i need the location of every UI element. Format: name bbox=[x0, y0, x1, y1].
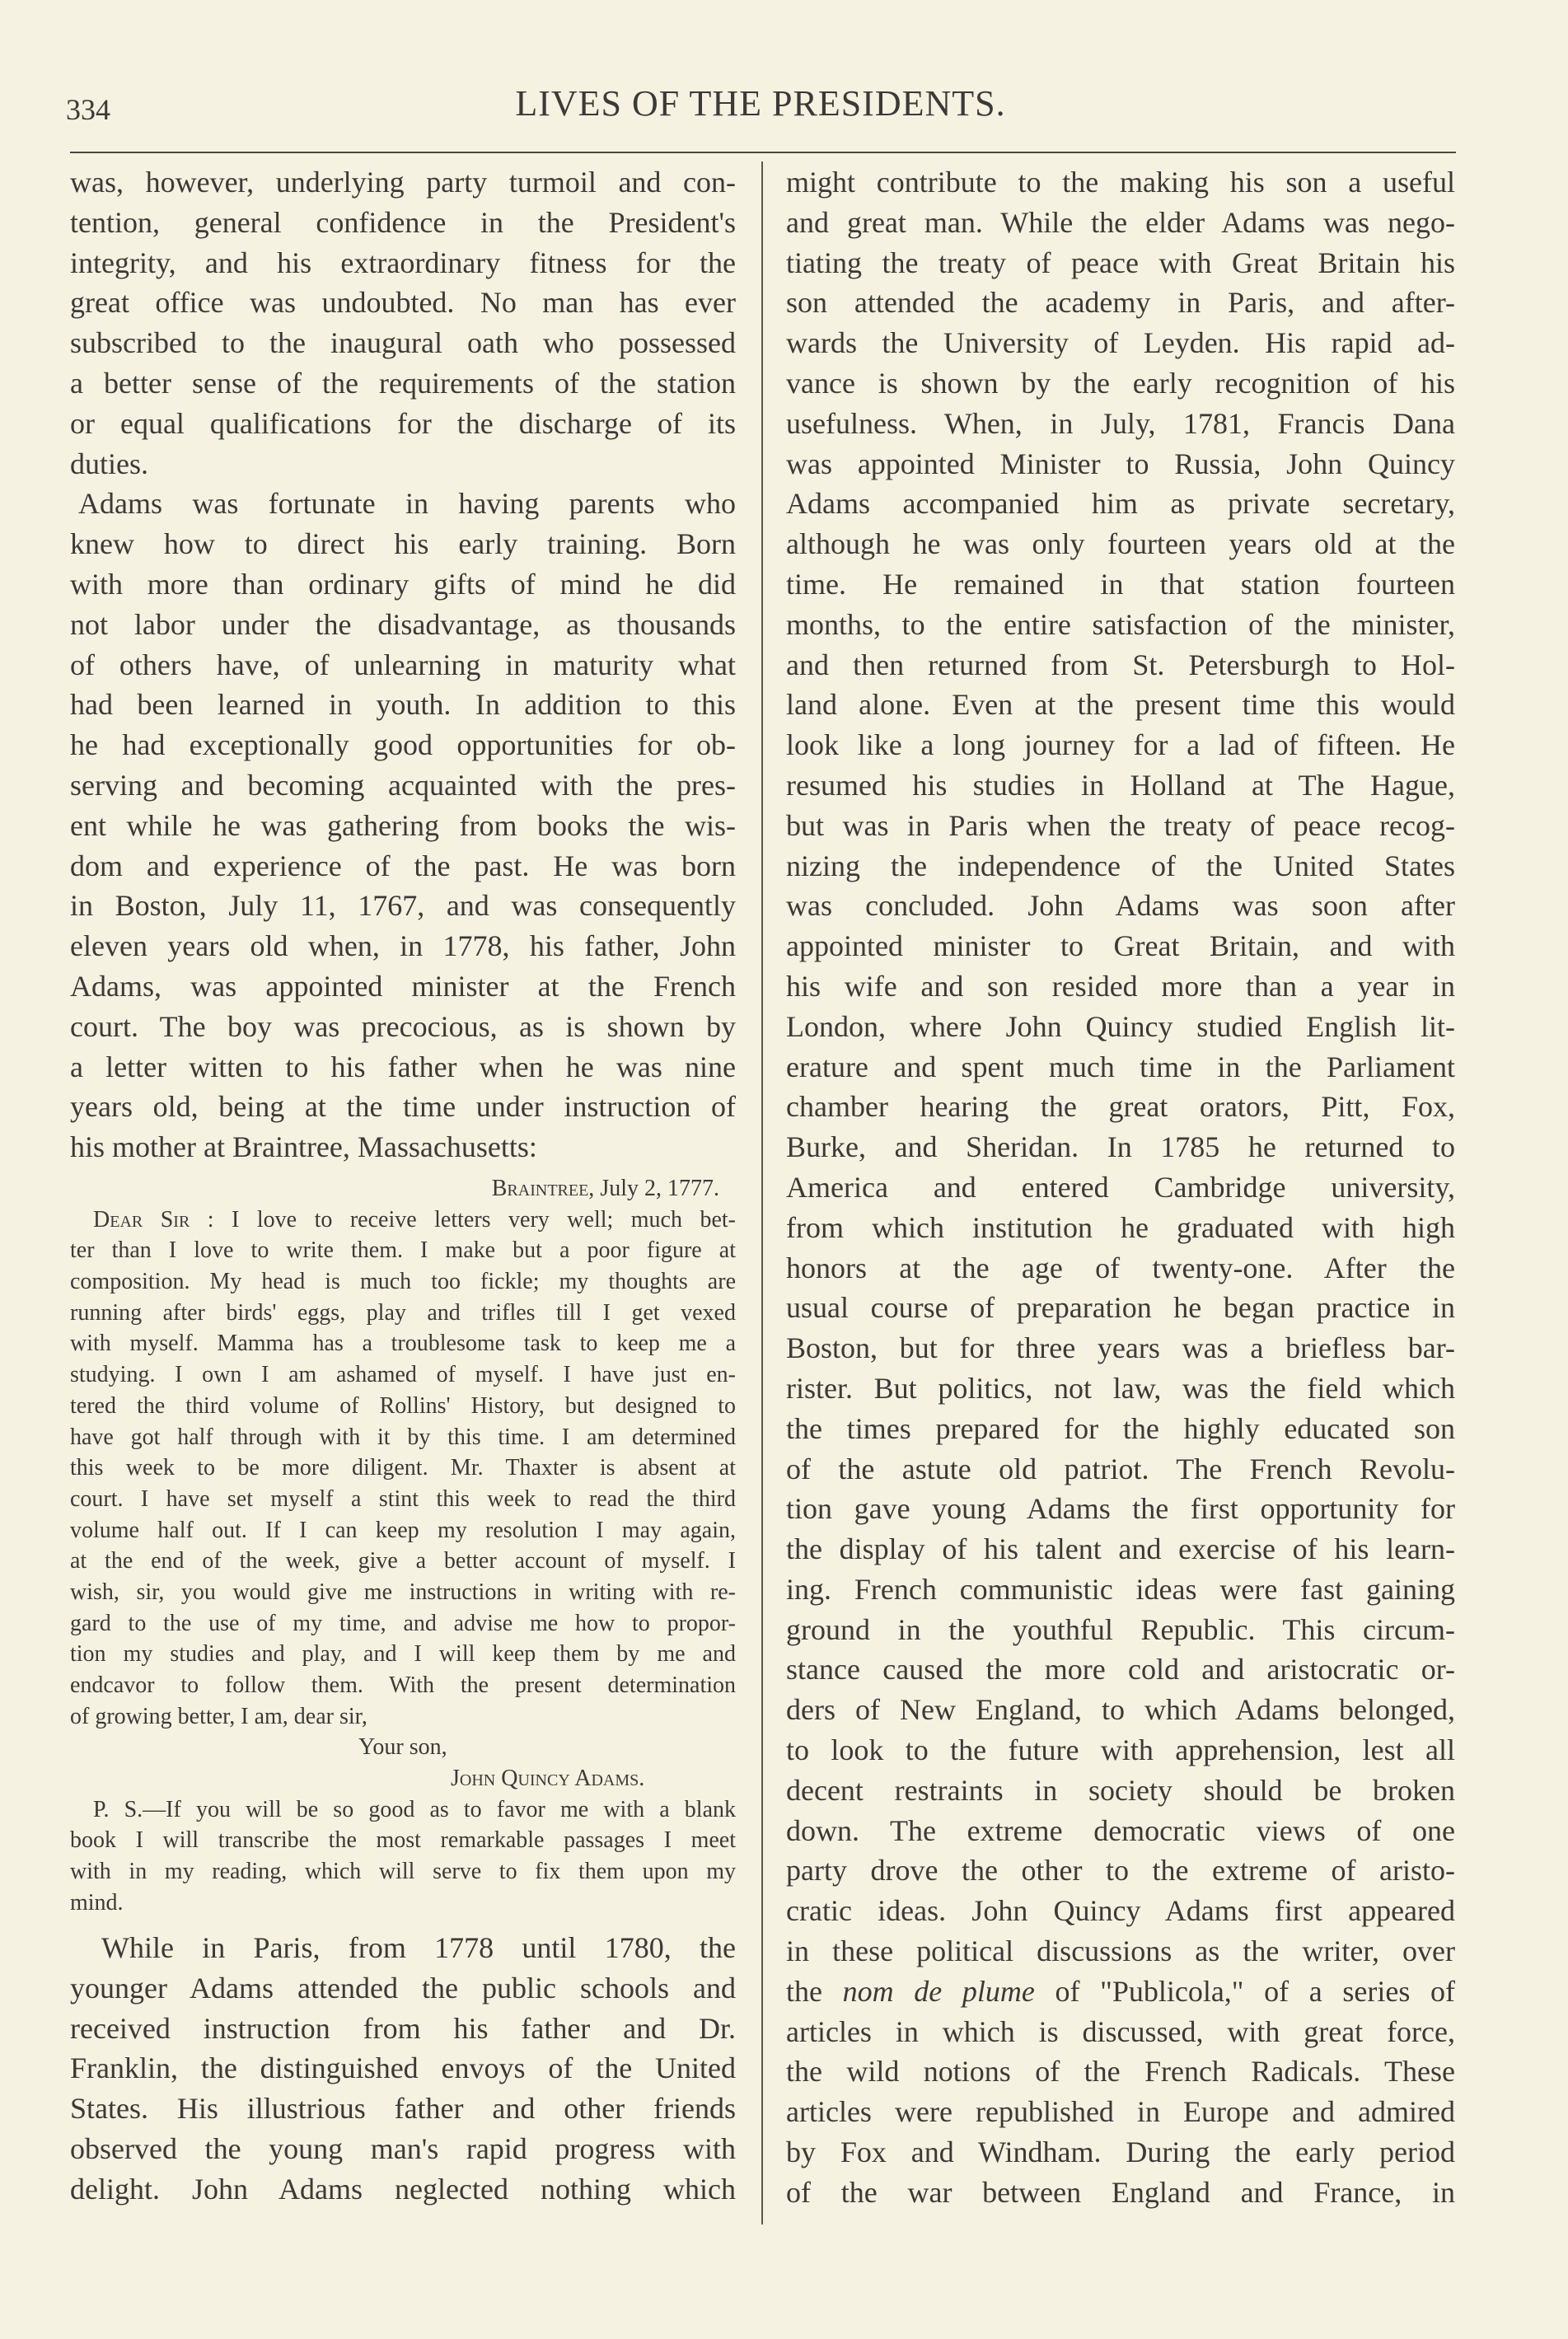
text-line: ing. French communistic ideas were fast gaining bbox=[786, 1572, 1455, 1606]
letter-line bbox=[70, 1205, 736, 1236]
text-line: to look to the future with apprehension, lest all bbox=[786, 1733, 1455, 1767]
text-line: and then returned from St. Petersburgh to Hol- bbox=[786, 648, 1455, 681]
text-line: court. The boy was precocious, as is shown by bbox=[70, 1009, 736, 1043]
text-line: America and entered Cambridge university, bbox=[786, 1170, 1455, 1204]
text-line: wards the University of Leyden. His rapid ad- bbox=[786, 326, 1455, 360]
text-line: of the war between England and France, in bbox=[786, 2175, 1455, 2209]
text-line: was, however, underlying party turmoil and con- bbox=[70, 166, 736, 199]
dateline-place: Braintree, bbox=[491, 1176, 595, 1201]
column-divider bbox=[761, 161, 763, 2224]
text-line: son attended the academy in Paris, and after- bbox=[786, 286, 1455, 320]
text-line: composition. My head is much too fickle; my thoughts are bbox=[70, 1269, 736, 1295]
text-line: and great man. While the elder Adams was nego- bbox=[786, 205, 1455, 239]
text-line: with in my reading, which will serve to fix them upon my bbox=[70, 1859, 736, 1885]
text-line: running after birds' eggs, play and trifles till I get vexed bbox=[70, 1299, 736, 1326]
text-line: gard to the use of my time, and advise me how to propor- bbox=[70, 1610, 736, 1636]
letter bbox=[70, 1173, 736, 1919]
text-line: of the astute old patriot. The French Revolu- bbox=[786, 1452, 1455, 1485]
text-line: land alone. Even at the present time this would bbox=[786, 688, 1455, 722]
text-line: tention, general confidence in the President's bbox=[70, 205, 736, 239]
text-line: the display of his talent and exercise of his learn- bbox=[786, 1532, 1455, 1566]
text-line: party drove the other to the extreme of aristo- bbox=[786, 1854, 1455, 1888]
text-line: articles were republished in Europe and admired bbox=[786, 2095, 1455, 2129]
text-line: decent restraints in society should be broken bbox=[786, 1773, 1455, 1807]
text-line: subscribed to the inaugural oath who possessed bbox=[70, 326, 736, 360]
text-line: time. He remained in that station fourteen bbox=[786, 567, 1455, 601]
text-line: this week to be more diligent. Mr. Thaxter is absent at bbox=[70, 1455, 736, 1481]
text-line: Adams accompanied him as private secretary, bbox=[786, 487, 1455, 521]
text-line: received instruction from his father and Dr. bbox=[70, 2011, 736, 2045]
text-line: at the end of the week, give a better account of myself. I bbox=[70, 1548, 736, 1574]
text-line: tiating the treaty of peace with Great Britain his bbox=[786, 246, 1455, 279]
text-line: stance caused the more cold and aristocratic or- bbox=[786, 1653, 1455, 1686]
text-line: chamber hearing the great orators, Pitt, Fox, bbox=[786, 1090, 1455, 1124]
text-line: book I will transcribe the most remarkable passages I meet bbox=[70, 1827, 736, 1854]
text-line: serving and becoming acquainted with the pres- bbox=[70, 768, 736, 802]
text-line: in these political discussions as the writer, over bbox=[786, 1934, 1455, 1968]
text-line: vance is shown by the early recognition of his bbox=[786, 366, 1455, 400]
text-line: down. The extreme democratic views of one bbox=[786, 1813, 1455, 1847]
text-line: younger Adams attended the public schools and bbox=[70, 1971, 736, 2005]
text-line: tered the third volume of Rollins' History, but designed to bbox=[70, 1392, 736, 1419]
text-line: nizing the independence of the United States bbox=[786, 849, 1455, 882]
text-segment: of "Publicola," of a series of bbox=[1034, 1974, 1455, 2008]
text-line: not labor under the disadvantage, as thousands bbox=[70, 607, 736, 641]
text-line: ders of New England, to which Adams belonged, bbox=[786, 1693, 1455, 1727]
text-line: or equal qualifications for the discharge of its bbox=[70, 406, 736, 440]
paragraph bbox=[70, 1928, 736, 2210]
text-line: observed the young man's rapid progress with bbox=[70, 2131, 736, 2165]
text-line: years old, being at the time under instruction of bbox=[70, 1090, 736, 1124]
text-line: have got half through with it by this time. I am determined bbox=[70, 1424, 736, 1450]
text-line: P. S.—If you will be so good as to favor me with a blank bbox=[93, 1796, 736, 1822]
text-line: appointed minister to Great Britain, and with bbox=[786, 929, 1455, 963]
text-line: had been learned in youth. In addition to this bbox=[70, 688, 736, 722]
text-line: duties. bbox=[70, 447, 148, 480]
text-line: London, where John Quincy studied English lit- bbox=[786, 1009, 1455, 1043]
text-line: honors at the age of twenty-one. After the bbox=[786, 1251, 1455, 1284]
header-rule bbox=[70, 152, 1456, 153]
text-line: a better sense of the requirements of the station bbox=[70, 366, 736, 400]
text-line bbox=[786, 1972, 1455, 2012]
text-line: tion gave young Adams the first opportunity for bbox=[786, 1492, 1455, 1526]
text-line: ent while he was gathering from books the wis- bbox=[70, 808, 736, 842]
page-number: 334 bbox=[66, 93, 110, 126]
text-line: was appointed Minister to Russia, John Quincy bbox=[786, 447, 1455, 480]
text-line: eleven years old when, in 1778, his father, John bbox=[70, 929, 736, 963]
text-line: great office was undoubted. No man has ever bbox=[70, 286, 736, 320]
text-line: Burke, and Sheridan. In 1785 he returned to bbox=[786, 1130, 1455, 1164]
letter-dateline bbox=[70, 1173, 736, 1205]
text-line: usefulness. When, in July, 1781, Francis Dana bbox=[786, 406, 1455, 440]
text-line: might contribute to the making his son a useful bbox=[786, 166, 1455, 199]
text-line: by Fox and Windham. During the early period bbox=[786, 2136, 1455, 2169]
text-line: Adams, was appointed minister at the French bbox=[70, 969, 736, 1003]
text-line: articles in which is discussed, with great force, bbox=[786, 2014, 1455, 2048]
text-line: erature and spent much time in the Parliament bbox=[786, 1050, 1455, 1083]
text-line: in Boston, July 11, 1767, and was consequently bbox=[70, 889, 736, 923]
text-line: Boston, but for three years was a briefless bar- bbox=[786, 1331, 1455, 1365]
text-segment: the bbox=[786, 1974, 843, 2008]
text-line: While in Paris, from 1778 until 1780, the bbox=[101, 1931, 736, 1964]
text-line: States. His illustrious father and other friends bbox=[70, 2092, 736, 2126]
text-line: he had exceptionally good opportunities for ob- bbox=[70, 728, 736, 762]
text-line: the times prepared for the highly educated son bbox=[786, 1411, 1455, 1445]
text-line: resumed his studies in Holland at The Hague, bbox=[786, 768, 1455, 802]
text-line: Adams was fortunate in having parents who bbox=[78, 487, 736, 521]
text-line: ground in the youthful Republic. This circum- bbox=[786, 1612, 1455, 1646]
text-line: the wild notions of the French Radicals. These bbox=[786, 2055, 1455, 2089]
text-line: his wife and son resided more than a year in bbox=[786, 969, 1455, 1003]
text-line: rister. But politics, not law, was the field which bbox=[786, 1371, 1455, 1405]
text-line: with myself. Mamma has a troublesome task to keep me a bbox=[70, 1331, 736, 1357]
letter-salutation: Dear Sir : bbox=[93, 1206, 214, 1233]
text-line: court. I have set myself a stint this week to read the third bbox=[70, 1485, 736, 1512]
paragraph bbox=[786, 162, 1455, 2213]
text-line: look like a long journey for a lad of fifteen. He bbox=[786, 728, 1455, 762]
text-line: knew how to direct his early training. Born bbox=[70, 527, 736, 561]
text-line: delight. John Adams neglected nothing which bbox=[70, 2172, 736, 2206]
text-line: volume half out. If I can keep my resolution I may again, bbox=[70, 1517, 736, 1543]
text-line: his mother at Braintree, Massachusetts: bbox=[70, 1130, 537, 1164]
dateline-date: July 2, 1777. bbox=[594, 1176, 719, 1201]
text-line: integrity, and his extraordinary fitness for the bbox=[70, 246, 736, 279]
text-line: wish, sir, you would give me instructions in writing with re- bbox=[70, 1579, 736, 1605]
text-line: ter than I love to write them. I make but a poor figure at bbox=[70, 1237, 736, 1264]
text-line: usual course of preparation he began practice in bbox=[786, 1291, 1455, 1325]
letter-closing: Your son, bbox=[358, 1734, 447, 1761]
text-line: a letter witten to his father when he was nine bbox=[70, 1050, 736, 1083]
text-line: with more than ordinary gifts of mind he did bbox=[70, 567, 736, 601]
text-line: Franklin, the distinguished envoys of the United bbox=[70, 2051, 736, 2085]
text-line: but was in Paris when the treaty of peace recog- bbox=[786, 808, 1455, 842]
text-line: studying. I own I am ashamed of myself. I have just en- bbox=[70, 1362, 736, 1388]
text-line: of others have, of unlearning in maturity what bbox=[70, 648, 736, 681]
text-line: of growing better, I am, dear sir, bbox=[70, 1703, 367, 1729]
text-line: although he was only fourteen years old at the bbox=[786, 527, 1455, 561]
text-line: dom and experience of the past. He was born bbox=[70, 849, 736, 882]
paragraph bbox=[70, 162, 736, 1167]
italic-phrase: nom de plume bbox=[842, 1974, 1035, 2008]
text-line: months, to the entire satisfaction of the minister, bbox=[786, 607, 1455, 641]
text-line: tion my studies and play, and I will keep them by me and bbox=[70, 1641, 736, 1668]
running-title: LIVES OF THE PRESIDENTS. bbox=[515, 83, 1006, 124]
text-line: mind. bbox=[70, 1889, 124, 1916]
text-line: cratic ideas. John Quincy Adams first appeared bbox=[786, 1894, 1455, 1928]
text-line: was concluded. John Adams was soon after bbox=[786, 889, 1455, 923]
text-line: from which institution he graduated with high bbox=[786, 1210, 1455, 1244]
text-line: endcavor to follow them. With the present determination bbox=[70, 1672, 736, 1698]
letter-line-text: I love to receive letters very well; much bet- bbox=[213, 1206, 737, 1233]
letter-signature: John Quincy Adams. bbox=[451, 1766, 645, 1792]
